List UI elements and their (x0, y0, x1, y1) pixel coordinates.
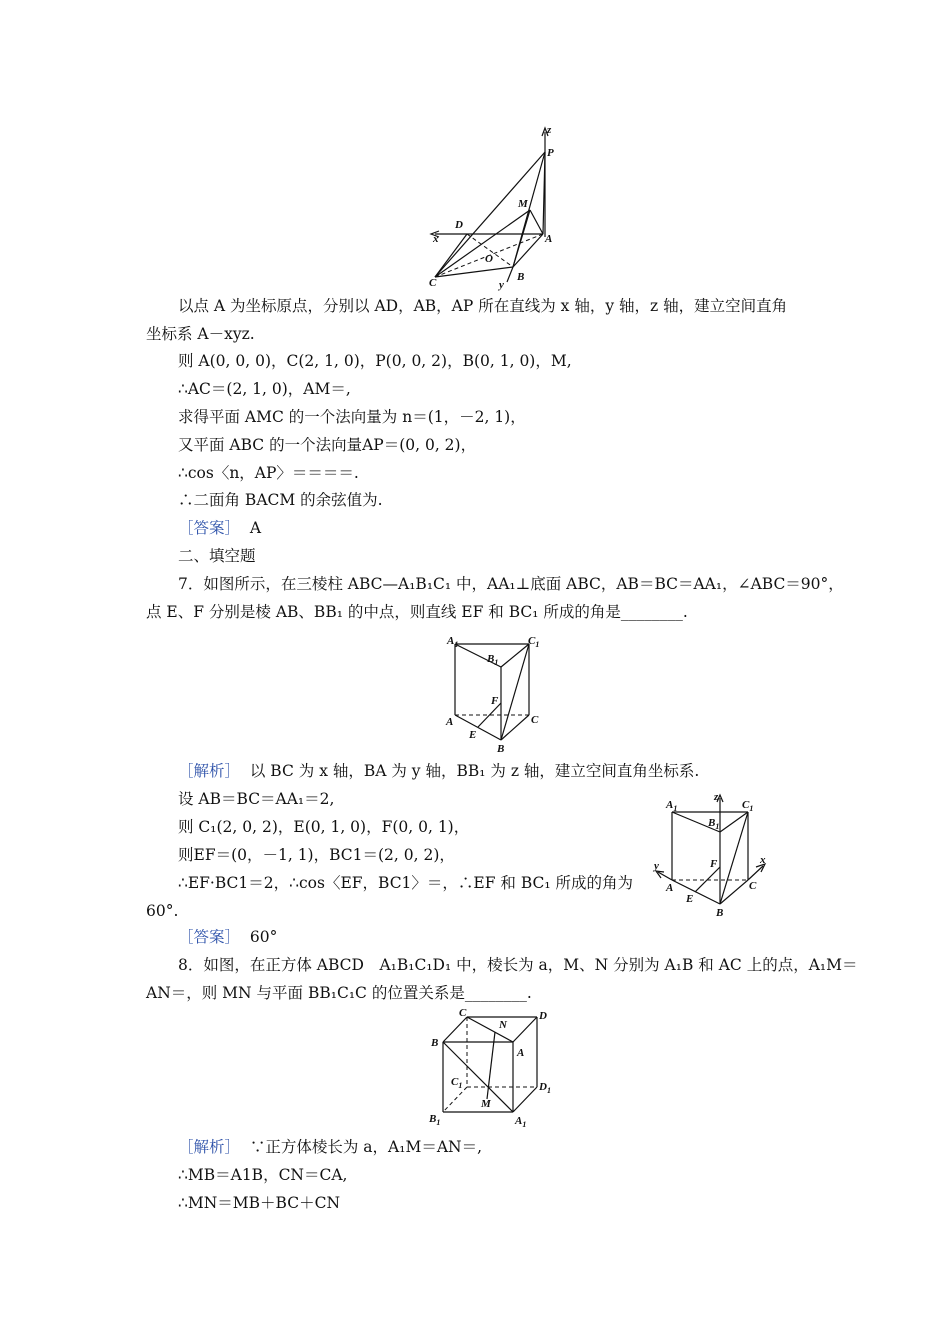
fig1-label-m: M (518, 198, 528, 210)
para-cos: ∴cos〈n，AP〉＝＝＝＝. (178, 464, 359, 482)
fig3-label-f: F (710, 858, 718, 870)
sol7-line5: ∴EF·BC1＝2，∴cos〈EF，BC1〉＝，∴EF 和 BC₁ 所成的角为 (178, 874, 634, 892)
fig1-label-x: x (433, 233, 439, 245)
para-normal-amc: 求得平面 AMC 的一个法向量为 n＝(1，－2, 1)， (178, 408, 526, 426)
answer-tag: ［答案］ (178, 519, 241, 537)
sol7-line1-text: 以 BC 为 x 轴，BA 为 y 轴，BB₁ 为 z 轴，建立空间直角坐标系. (249, 762, 700, 780)
fig3-label-x: x (760, 854, 766, 866)
analysis-tag: ［解析］ (178, 1138, 241, 1156)
answer-value: A (249, 519, 262, 537)
fig3-label-a: A (666, 882, 674, 894)
fig3-label-a1: $A_1$ (666, 799, 678, 813)
fig4-label-m: M (481, 1098, 491, 1110)
fig3-label-e: E (686, 893, 694, 905)
fig3-label-y: y (654, 860, 659, 872)
analysis-tag: ［解析］ (178, 762, 241, 780)
fig2-label-a1: $A_1$ (447, 635, 459, 649)
fig1-label-c: C (429, 277, 437, 289)
q7-line2: 点 E、F 分别是棱 AB、BB₁ 的中点，则直线 EF 和 BC₁ 所成的角是________. (146, 603, 688, 621)
fig1-label-y: y (499, 279, 504, 291)
fig4-label-d: D (539, 1010, 547, 1022)
sol8-line2: ∴MB＝A1B，CN＝CA, (178, 1166, 348, 1184)
sol7-line1 (178, 761, 699, 781)
answer-tag: ［答案］ (178, 928, 241, 946)
para-coordinate-setup: 以点 A 为坐标原点，分别以 AD，AB，AP 所在直线为 x 轴，y 轴，z 轴，建立空间直角 (178, 297, 788, 315)
q8-line2: AN＝，则 MN 与平面 BB₁C₁C 的位置关系是________. (146, 984, 532, 1002)
fig4-label-n: N (499, 1019, 507, 1031)
fig3-label-b1: $B_1$ (708, 817, 720, 831)
fig2-label-f: F (491, 695, 499, 707)
para-normal-abc: 又平面 ABC 的一个法向量AP＝(0, 0, 2)， (178, 436, 477, 454)
fig1-label-z: z (547, 124, 552, 136)
fig2-label-a: A (446, 716, 454, 728)
fig4-label-c: C (459, 1007, 467, 1019)
answer-1 (178, 518, 261, 538)
fig1-label-o: O (485, 253, 493, 265)
fig2-label-c: C (531, 714, 539, 726)
para-points: 则 A(0, 0, 0)，C(2, 1, 0)，P(0, 0, 2)，B(0, 1, 0)，M, (178, 352, 572, 370)
fig3-label-c1: $C_1$ (742, 799, 754, 813)
answer-7 (178, 927, 277, 947)
fig4-label-a: A (517, 1047, 525, 1059)
q7-line1: 7．如图所示，在三棱柱 ABC—A₁B₁C₁ 中，AA₁⊥底面 ABC，AB＝BC＝AA₁，∠ABC＝90°， (178, 575, 844, 593)
fig2-label-e: E (469, 729, 477, 741)
pyramid-figure (425, 122, 575, 292)
fig2-label-b1: $B_1$ (487, 653, 499, 667)
fig1-label-p: P (547, 147, 554, 159)
prism-figure (443, 632, 548, 754)
q8-line1: 8．如图，在正方体 ABCD A₁B₁C₁D₁ 中，棱长为 a，M、N 分别为 A₁B 和 AC 上的点，A₁M＝ (178, 956, 858, 974)
sol8-line1 (178, 1137, 482, 1157)
fig3-label-c: C (749, 880, 757, 892)
fig2-label-b: B (497, 743, 505, 754)
fig3-label-z: z (714, 792, 719, 803)
fig3-label-b: B (716, 907, 724, 919)
fig4-label-b: B (431, 1037, 439, 1049)
fig1-label-d: D (455, 219, 463, 231)
answer-value: 60° (249, 928, 278, 946)
para-dihedral: ∴二面角 BACM 的余弦值为. (178, 491, 383, 509)
fig4-label-b1: $B_1$ (429, 1113, 441, 1127)
prism-axes-figure (650, 792, 775, 920)
sol7-line6: 60°. (146, 902, 179, 920)
para-coordinate-setup-cont: 坐标系 A－xyz. (146, 325, 255, 343)
fig1-label-b: B (517, 271, 525, 283)
fig4-label-d1: $D_1$ (539, 1081, 551, 1095)
sol8-line3: ∴MN＝MB＋BC＋CN (178, 1194, 341, 1212)
sol8-line1-text: ∵正方体棱长为 a，A₁M＝AN＝, (249, 1138, 483, 1156)
fig1-label-a: A (545, 233, 553, 245)
fig2-label-c1: $C_1$ (528, 635, 540, 649)
section-heading: 二、填空题 (178, 547, 256, 565)
sol7-line4: 则EF＝(0，－1, 1)，BC1＝(2, 0, 2)， (178, 846, 455, 864)
para-vectors: ∴AC＝(2, 1, 0)，AM＝, (178, 380, 351, 398)
sol7-line2: 设 AB＝BC＝AA₁＝2, (178, 790, 335, 808)
cube-figure (425, 1007, 555, 1132)
sol7-line3: 则 C₁(2, 0, 2)，E(0, 1, 0)，F(0, 0, 1)， (178, 818, 470, 836)
fig4-label-c1: $C_1$ (451, 1076, 463, 1090)
fig4-label-a1: $A_1$ (515, 1115, 527, 1129)
